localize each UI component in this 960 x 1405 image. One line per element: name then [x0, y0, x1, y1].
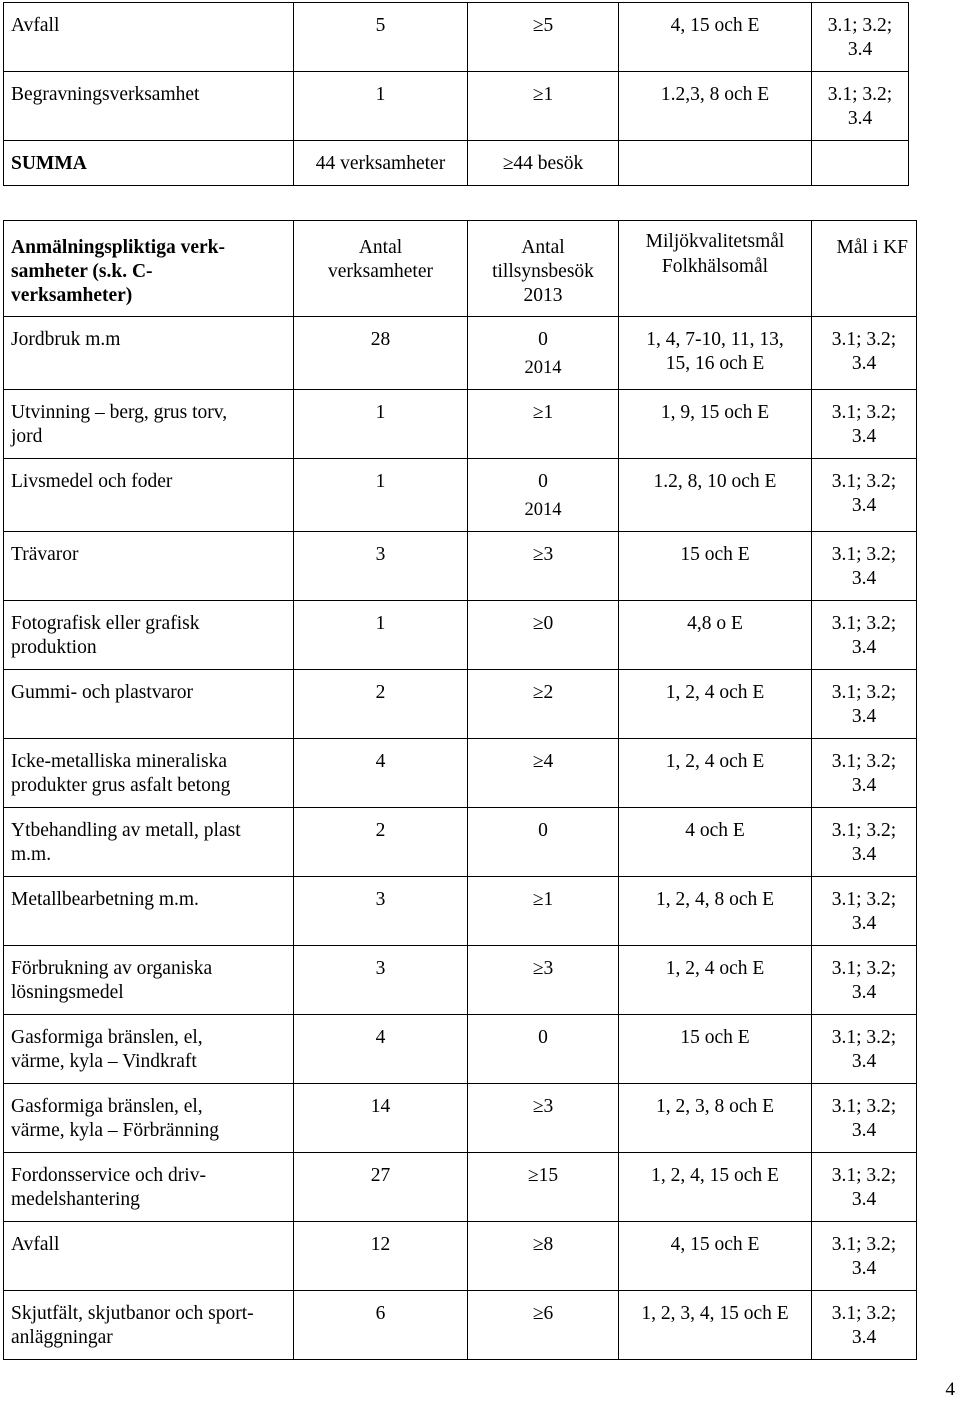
- table-row: [4, 459, 917, 532]
- kf-goals-line: 3.1; 3.2;: [827, 15, 893, 36]
- header-activity-line: samheter (s.k. C-: [11, 261, 153, 282]
- kf-goals-line: 3.4: [851, 1189, 877, 1210]
- visit-count-value: 0: [538, 471, 548, 492]
- activity-name: [4, 946, 294, 1015]
- goals: [619, 670, 812, 739]
- header-goals: [619, 221, 812, 317]
- kf-goals-line: 3.1; 3.2;: [831, 329, 897, 350]
- activity-name: [4, 1015, 294, 1084]
- activity-name-line: Avfall: [11, 1234, 60, 1255]
- goals-line: 1, 2, 4 och E: [665, 958, 765, 979]
- table-row: [4, 1084, 917, 1153]
- activity-name: [4, 670, 294, 739]
- kf-goals-line: 3.1; 3.2;: [831, 1165, 897, 1186]
- kf-goals-line: 3.4: [847, 108, 873, 129]
- visit-count: ≥44 besök: [468, 141, 619, 186]
- visit-count-value: 0: [538, 1027, 548, 1048]
- table-row: [4, 1291, 917, 1360]
- kf-goals-line: 3.4: [851, 1120, 877, 1141]
- activity-count: 27: [294, 1153, 468, 1222]
- activity-name: [4, 1291, 294, 1360]
- goals-line: 1.2, 8, 10 och E: [653, 471, 777, 492]
- kf-goals-line: 3.4: [851, 495, 877, 516]
- goals: [619, 601, 812, 670]
- activity-name: Avfall: [4, 3, 294, 72]
- visit-count: [468, 946, 619, 1015]
- goals: [619, 808, 812, 877]
- activity-name-line: Trävaror: [11, 544, 79, 565]
- activity-name-line: Utvinning – berg, grus torv,: [11, 402, 228, 423]
- kf-goals: [812, 72, 909, 141]
- goals-line: 15 och E: [680, 544, 750, 565]
- goals-line: 1, 2, 4, 15 och E: [651, 1165, 779, 1186]
- activity-name-line: Metallbearbetning m.m.: [11, 889, 199, 910]
- kf-goals: [812, 141, 909, 186]
- kf-goals: [812, 877, 917, 946]
- activity-name: [4, 877, 294, 946]
- goals-line: 1, 2, 3, 8 och E: [655, 1096, 775, 1117]
- activity-name-line: Skjutfält, skjutbanor och sport-: [11, 1303, 254, 1324]
- goals-line: 4 och E: [685, 820, 745, 841]
- visit-count-value: ≥2: [532, 682, 554, 703]
- activity-name: [4, 1153, 294, 1222]
- goals: [619, 390, 812, 459]
- goals: [619, 459, 812, 532]
- kf-goals-line: 3.4: [851, 1051, 877, 1072]
- activity-count: 5: [294, 3, 468, 72]
- kf-goals: [812, 739, 917, 808]
- kf-goals: [812, 946, 917, 1015]
- visit-count: [468, 1015, 619, 1084]
- activity-name-line: Förbrukning av organiska: [11, 958, 213, 979]
- table-row: [4, 808, 917, 877]
- visit-count: [468, 1291, 619, 1360]
- activity-name-line: anläggningar: [11, 1327, 113, 1348]
- header-count-line: Antal: [358, 237, 403, 258]
- kf-goals: [812, 459, 917, 532]
- header-activity-line: verksamheter): [11, 285, 133, 306]
- activity-count: 3: [294, 877, 468, 946]
- visit-count-value: ≥4: [532, 751, 554, 772]
- header-visits-line: Antal: [521, 237, 565, 258]
- header-visits: [468, 221, 619, 317]
- activity-name: [4, 739, 294, 808]
- goals: [619, 1015, 812, 1084]
- goals: [619, 1153, 812, 1222]
- kf-goals: [812, 390, 917, 459]
- activity-name: [4, 1222, 294, 1291]
- activity-count: 1: [294, 601, 468, 670]
- activity-count: 2: [294, 670, 468, 739]
- kf-goals-line: 3.4: [851, 637, 877, 658]
- activity-name-line: Jordbruk m.m: [11, 329, 121, 350]
- header-kf: [812, 221, 917, 317]
- kf-goals-line: 3.4: [851, 568, 877, 589]
- activity-count: 12: [294, 1222, 468, 1291]
- kf-goals: [812, 670, 917, 739]
- activity-count: 3: [294, 946, 468, 1015]
- activity-count: 1: [294, 459, 468, 532]
- activity-name-line: värme, kyla – Vindkraft: [11, 1051, 197, 1072]
- goals: [619, 946, 812, 1015]
- top-table: [3, 2, 909, 186]
- visit-count-value: ≥6: [532, 1303, 554, 1324]
- goals: [619, 532, 812, 601]
- header-goals-line: Miljökvalitetsmål: [645, 231, 785, 252]
- activity-count: 14: [294, 1084, 468, 1153]
- kf-goals-line: 3.4: [851, 706, 877, 727]
- activity-count: 1: [294, 72, 468, 141]
- activity-name-line: lösningsmedel: [11, 982, 124, 1003]
- goals: 4, 15 och E: [619, 3, 812, 72]
- table-row: [4, 317, 917, 390]
- activity-name: [4, 317, 294, 390]
- goals-line: 1, 4, 7-10, 11, 13,: [646, 329, 784, 350]
- table-row: [4, 72, 909, 141]
- activity-name-line: Gasformiga bränslen, el,: [11, 1096, 203, 1117]
- table-row: [4, 1015, 917, 1084]
- visit-count-value: ≥8: [532, 1234, 554, 1255]
- activity-name: SUMMA: [4, 141, 294, 186]
- kf-goals-line: 3.1; 3.2;: [831, 889, 897, 910]
- goals-line: 1, 9, 15 och E: [660, 402, 770, 423]
- kf-goals: [812, 1222, 917, 1291]
- table-row: [4, 739, 917, 808]
- activity-count: 44 verksamheter: [294, 141, 468, 186]
- kf-goals: [812, 808, 917, 877]
- visit-count-value: 0: [538, 329, 548, 350]
- kf-goals-line: 3.4: [851, 1258, 877, 1279]
- goals: [619, 1291, 812, 1360]
- activity-name-line: Fotografisk eller grafisk: [11, 613, 200, 634]
- activity-count: 1: [294, 390, 468, 459]
- kf-goals-line: 3.1; 3.2;: [831, 402, 897, 423]
- goals-line: 1, 2, 4 och E: [665, 682, 765, 703]
- header-visits-line: tillsynsbesök: [492, 261, 594, 282]
- activity-name-line: Icke-metalliska mineraliska: [11, 751, 228, 772]
- table-row: [4, 3, 909, 72]
- activity-name-line: jord: [11, 426, 43, 447]
- goals: [619, 317, 812, 390]
- kf-goals-line: 3.4: [847, 39, 873, 60]
- visit-count-value: ≥1: [532, 889, 554, 910]
- table-row: [4, 532, 917, 601]
- kf-goals-line: 3.4: [851, 775, 877, 796]
- kf-goals-line: 3.1; 3.2;: [831, 1303, 897, 1324]
- header-row: [4, 221, 917, 317]
- visit-count-value: ≥3: [532, 1096, 554, 1117]
- goals-line: 15, 16 och E: [665, 353, 765, 374]
- goals: [619, 877, 812, 946]
- visit-count: ≥5: [468, 3, 619, 72]
- kf-goals-line: 3.4: [851, 913, 877, 934]
- kf-goals: [812, 317, 917, 390]
- activity-name-line: Gasformiga bränslen, el,: [11, 1027, 203, 1048]
- header-activity-type: [4, 221, 294, 317]
- kf-goals: [812, 532, 917, 601]
- visit-count: [468, 459, 619, 532]
- activity-name-line: medelshantering: [11, 1189, 140, 1210]
- visit-year: 2014: [524, 500, 562, 520]
- goals-line: 4,8 o E: [687, 613, 743, 634]
- activity-name-line: Ytbehandling av metall, plast: [11, 820, 241, 841]
- visit-count: [468, 670, 619, 739]
- table-row: [4, 601, 917, 670]
- visit-count: [468, 877, 619, 946]
- goals: [619, 739, 812, 808]
- goals: 1.2,3, 8 och E: [619, 72, 812, 141]
- kf-goals-line: 3.1; 3.2;: [831, 751, 897, 772]
- activity-name-line: Gummi- och plastvaror: [11, 682, 193, 703]
- kf-goals-line: 3.4: [851, 426, 877, 447]
- page-number: 4: [945, 1379, 955, 1400]
- kf-goals-line: 3.1; 3.2;: [831, 958, 897, 979]
- activity-name: [4, 808, 294, 877]
- kf-goals-line: 3.1; 3.2;: [827, 84, 893, 105]
- kf-goals: [812, 1291, 917, 1360]
- table-row: [4, 1153, 917, 1222]
- visit-count: [468, 1153, 619, 1222]
- goals-line: 1, 2, 3, 4, 15 och E: [641, 1303, 789, 1324]
- header-activity-line: Anmälningspliktiga verk-: [11, 237, 225, 258]
- header-goals-line: Folkhälsomål: [661, 256, 769, 277]
- main-table: [3, 220, 917, 1360]
- activity-name-line: produkter grus asfalt betong: [11, 775, 231, 796]
- kf-goals-line: 3.1; 3.2;: [831, 471, 897, 492]
- kf-goals: [812, 3, 909, 72]
- visit-count: [468, 601, 619, 670]
- activity-name-line: Fordonsservice och driv-: [11, 1165, 206, 1186]
- kf-goals-line: 3.1; 3.2;: [831, 1234, 897, 1255]
- goals-line: 1, 2, 4, 8 och E: [655, 889, 775, 910]
- kf-goals: [812, 1015, 917, 1084]
- goals-line: 4, 15 och E: [670, 1234, 760, 1255]
- header-visits-line: 2013: [523, 285, 563, 306]
- table-row: [4, 141, 909, 186]
- kf-goals-line: 3.1; 3.2;: [831, 613, 897, 634]
- kf-goals-line: 3.1; 3.2;: [831, 682, 897, 703]
- visit-count-value: ≥1: [532, 402, 554, 423]
- activity-name: [4, 601, 294, 670]
- kf-goals-line: 3.1; 3.2;: [831, 544, 897, 565]
- kf-goals: [812, 601, 917, 670]
- visit-count: [468, 739, 619, 808]
- visit-count-value: ≥0: [532, 613, 554, 634]
- visit-count: [468, 1084, 619, 1153]
- activity-name: [4, 390, 294, 459]
- visit-count-value: ≥3: [532, 958, 554, 979]
- table-row: [4, 670, 917, 739]
- kf-goals-line: 3.1; 3.2;: [831, 1027, 897, 1048]
- kf-goals-line: 3.4: [851, 844, 877, 865]
- activity-count: 4: [294, 1015, 468, 1084]
- visit-count: [468, 1222, 619, 1291]
- visit-count-value: ≥15: [527, 1165, 559, 1186]
- visit-count: [468, 808, 619, 877]
- kf-goals-line: 3.1; 3.2;: [831, 1096, 897, 1117]
- table-row: [4, 946, 917, 1015]
- goals-line: 15 och E: [680, 1027, 750, 1048]
- activity-name-line: produktion: [11, 637, 97, 658]
- table-row: [4, 1222, 917, 1291]
- visit-year: 2014: [524, 358, 562, 378]
- activity-count: 3: [294, 532, 468, 601]
- activity-name: [4, 532, 294, 601]
- header-count-line: verksamheter: [327, 261, 434, 282]
- table-row: [4, 390, 917, 459]
- goals: [619, 1084, 812, 1153]
- kf-goals-line: 3.1; 3.2;: [831, 820, 897, 841]
- header-kf-line: Mål i KF: [836, 237, 908, 258]
- goals: [619, 1222, 812, 1291]
- activity-name-line: Livsmedel och foder: [11, 471, 173, 492]
- goals: [619, 141, 812, 186]
- activity-count: 6: [294, 1291, 468, 1360]
- activity-name: [4, 459, 294, 532]
- table-row: [4, 877, 917, 946]
- activity-name: [4, 1084, 294, 1153]
- kf-goals-line: 3.4: [851, 353, 877, 374]
- activity-count: 4: [294, 739, 468, 808]
- visit-count: [468, 532, 619, 601]
- activity-count: 28: [294, 317, 468, 390]
- kf-goals-line: 3.4: [851, 982, 877, 1003]
- activity-name-line: värme, kyla – Förbränning: [11, 1120, 219, 1141]
- visit-count: [468, 390, 619, 459]
- kf-goals: [812, 1153, 917, 1222]
- activity-name-line: m.m.: [11, 844, 52, 865]
- goals-line: 1, 2, 4 och E: [665, 751, 765, 772]
- header-count: [294, 221, 468, 317]
- activity-name: Begravningsverksamhet: [4, 72, 294, 141]
- kf-goals: [812, 1084, 917, 1153]
- visit-count-value: ≥3: [532, 544, 554, 565]
- visit-count-value: 0: [538, 820, 548, 841]
- visit-count: ≥1: [468, 72, 619, 141]
- kf-goals-line: 3.4: [851, 1327, 877, 1348]
- visit-count: [468, 317, 619, 390]
- activity-count: 2: [294, 808, 468, 877]
